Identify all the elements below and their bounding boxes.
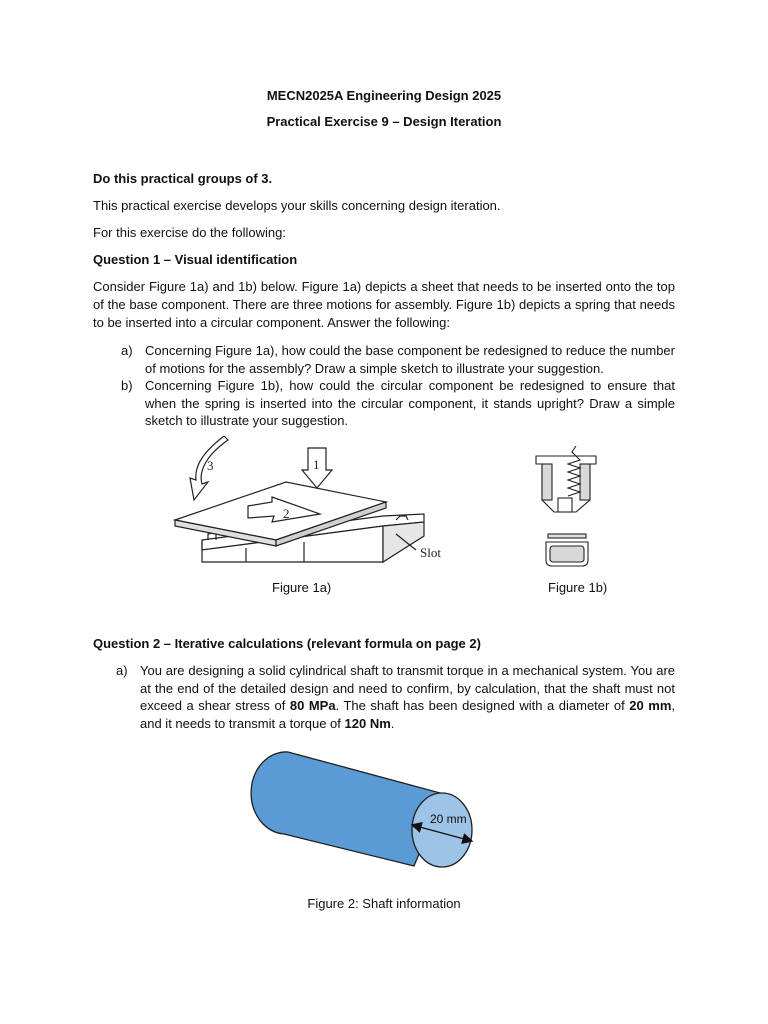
item-text: Concerning Figure 1a), how could the base component be redesigned to reduce the number of motions for the assembly? Draw a simple sketch to illustrate your suggestion. — [145, 343, 675, 376]
slot-label: Slot — [420, 545, 441, 560]
item-text-part: . The shaft has been designed with a diameter of — [335, 698, 630, 713]
item-marker: a) — [121, 343, 133, 358]
item-text-part: You are designing a solid cylindrical shaft to transmit torque in a mechanical system. You are at the end of the detailed design and need to confirm, by calculation, that the shaft must not exceed a shear stress of — [140, 663, 675, 713]
do-following-text: For this exercise do the following: — [93, 225, 286, 240]
shaft-end-face — [412, 793, 472, 867]
motion-label-1: 1 — [313, 457, 320, 472]
figure-1b-caption: Figure 1b) — [548, 580, 608, 595]
item-text: Concerning Figure 1b), how could the circular component be redesigned to ensure that when the spring is inserted into the circular component, it stands upright? Draw a simple sketch to illustrate your suggestion. — [145, 378, 675, 428]
item-text — [140, 662, 675, 732]
question-2-heading: Question 2 – Iterative calculations (relevant formula on page 2) — [93, 636, 481, 651]
question-1-body: Consider Figure 1a) and 1b) below. Figure 1a) depicts a sheet that needs to be inserted onto the top of the base component. There are three motions for assembly. Figure 1b) depicts a spring that needs to be inserted into a circular component. Answer the following: — [93, 279, 675, 330]
figure-2-caption: Figure 2: Shaft information — [307, 896, 461, 911]
item-marker: b) — [121, 378, 133, 393]
motion-label-3: 3 — [207, 458, 214, 473]
question-1-item-b — [121, 377, 675, 430]
figure-1a-caption: Figure 1a) — [272, 580, 332, 595]
question-1-item-a — [121, 342, 675, 377]
motion-label-2: 2 — [283, 506, 290, 521]
shaft-body — [251, 752, 444, 866]
question-2-item-a — [116, 662, 675, 732]
figure-2-shaft — [244, 748, 478, 872]
document-title: MECN2025A Engineering Design 2025 — [266, 88, 502, 103]
intro-text: This practical exercise develops your skills concerning design iteration. — [93, 198, 501, 213]
item-text-part: . — [390, 715, 395, 731]
torque-value: 120 Nm — [344, 715, 391, 731]
group-instruction: Do this practical groups of 3. — [93, 171, 273, 186]
figure-1a-drawing — [168, 436, 458, 570]
stress-value: 80 MPa — [289, 698, 336, 713]
figure-1b-drawing — [532, 442, 602, 570]
diameter-label: 20 mm — [430, 812, 467, 826]
item-marker: a) — [116, 663, 128, 678]
item-text-part: , and it needs to transmit a torque of — [140, 698, 675, 731]
question-1-heading: Question 1 – Visual identification — [93, 252, 298, 267]
document-subtitle: Practical Exercise 9 – Design Iteration — [266, 114, 502, 129]
diameter-value: 20 mm — [629, 698, 672, 713]
